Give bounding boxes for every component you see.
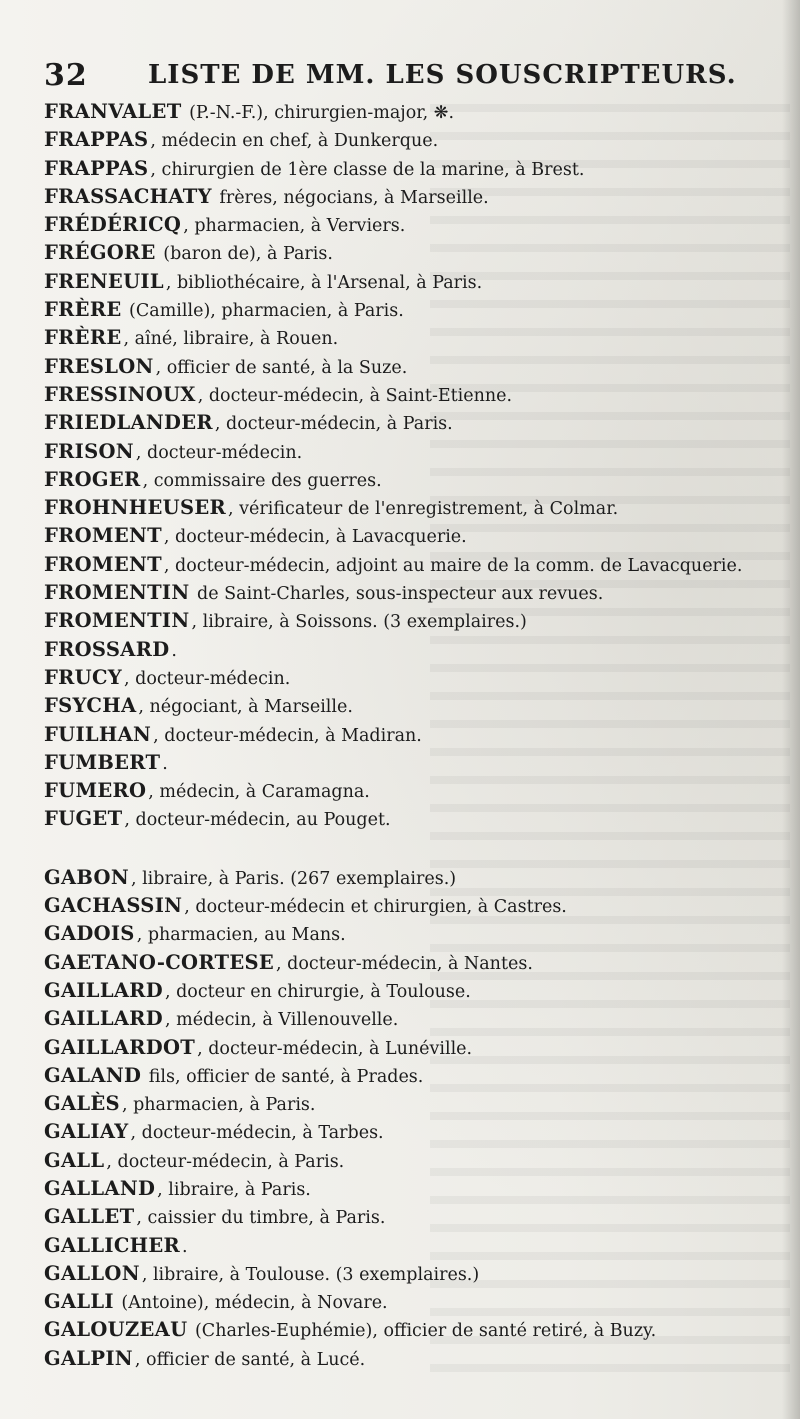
list-item — [44, 892, 774, 920]
list-item — [44, 466, 774, 494]
list-item — [44, 1090, 774, 1118]
subscriber-name: FUGET — [44, 807, 123, 831]
subscriber-detail: , médecin, à Villenouvelle. — [164, 1010, 399, 1031]
list-item — [44, 409, 774, 437]
subscriber-list — [44, 98, 774, 1373]
subscriber-name: GADOIS — [44, 922, 135, 946]
subscriber-detail: , docteur-médecin, à Paris. — [106, 1151, 345, 1172]
subscriber-detail: , docteur-médecin, à Madiran. — [153, 725, 422, 746]
subscriber-name: GAILLARD — [44, 1007, 163, 1031]
subscriber-detail: , vérificateur de l'enregistrement, à Colmar. — [228, 499, 619, 520]
subscriber-detail: , officier de santé, à Lucé. — [134, 1349, 366, 1370]
subscriber-name: GACHASSIN — [44, 894, 183, 918]
subscriber-detail: , commissaire des guerres. — [142, 470, 382, 491]
subscriber-detail: , docteur-médecin, à Lunéville. — [197, 1038, 473, 1059]
list-item — [44, 607, 774, 635]
subscriber-name: FROMENT — [44, 524, 162, 548]
subscriber-detail: , libraire, à Paris. — [157, 1179, 311, 1200]
list-item — [44, 522, 774, 550]
list-item — [44, 920, 774, 948]
list-item — [44, 749, 774, 777]
subscriber-detail: , médecin en chef, à Dunkerque. — [150, 131, 439, 152]
subscriber-detail: , docteur-médecin. — [124, 668, 291, 689]
subscriber-detail: , docteur-médecin et chirurgien, à Castres. — [184, 897, 567, 918]
subscriber-detail: (Camille), pharmacien, à Paris. — [123, 301, 404, 322]
list-item — [44, 721, 774, 749]
subscriber-name: GALLET — [44, 1205, 135, 1229]
subscriber-name: GALLICHER — [44, 1233, 181, 1257]
subscriber-name: FROMENTIN — [44, 581, 190, 605]
list-item — [44, 692, 774, 720]
subscriber-name: FRESSINOUX — [44, 382, 196, 406]
subscriber-detail: . — [162, 753, 168, 774]
page-header — [44, 58, 764, 98]
subscriber-name: FUMERO — [44, 779, 147, 803]
subscriber-detail: . — [171, 640, 177, 661]
subscriber-name: GAETANO-CORTESE — [44, 950, 275, 974]
subscriber-name: FRENEUIL — [44, 269, 164, 293]
subscriber-detail: , docteur en chirurgie, à Toulouse. — [164, 981, 471, 1002]
subscriber-detail: , docteur-médecin, à Saint-Etienne. — [197, 385, 513, 406]
subscriber-name: FUILHAN — [44, 722, 152, 746]
subscriber-detail: , officier de santé, à la Suze. — [155, 357, 408, 378]
subscriber-name: FRESLON — [44, 354, 154, 378]
subscriber-name: FRASSACHATY — [44, 184, 212, 208]
subscriber-detail: , négociant, à Marseille. — [138, 697, 353, 718]
subscriber-detail: , pharmacien, à Paris. — [121, 1095, 316, 1116]
subscriber-name: GALLI — [44, 1290, 114, 1314]
subscriber-name: GAILLARDOT — [44, 1035, 196, 1059]
section-gap — [44, 834, 774, 864]
subscriber-name: FROGER — [44, 467, 141, 491]
subscriber-detail: , docteur-médecin, à Paris. — [214, 414, 453, 435]
list-item — [44, 805, 774, 833]
subscriber-name: FUMBERT — [44, 750, 161, 774]
list-item — [44, 353, 774, 381]
subscriber-detail: , docteur-médecin, à Nantes. — [276, 953, 533, 974]
subscriber-detail: de Saint-Charles, sous-inspecteur aux revues. — [191, 584, 604, 605]
subscriber-detail: , libraire, à Toulouse. (3 exemplaires.) — [141, 1264, 480, 1285]
subscriber-name: FRANVALET — [44, 100, 182, 123]
list-item — [44, 296, 774, 324]
list-item — [44, 636, 774, 664]
list-item — [44, 438, 774, 466]
list-item — [44, 268, 774, 296]
page-edge-shadow — [782, 0, 800, 1419]
list-item — [44, 977, 774, 1005]
subscriber-detail: frères, négocians, à Marseille. — [213, 187, 489, 208]
subscriber-detail: , médecin, à Caramagna. — [148, 782, 370, 803]
list-item — [44, 494, 774, 522]
list-item — [44, 381, 774, 409]
subscriber-detail: , chirurgien de 1ère classe de la marine, à Brest. — [150, 159, 585, 180]
list-item — [44, 1034, 774, 1062]
list-item — [44, 239, 774, 267]
subscriber-name: GABON — [44, 865, 129, 889]
list-item — [44, 324, 774, 352]
subscriber-detail: fils, officier de santé, à Prades. — [143, 1066, 424, 1087]
subscriber-name: FROMENTIN — [44, 609, 190, 633]
subscriber-detail: , pharmacien, au Mans. — [136, 925, 346, 946]
list-item — [44, 98, 774, 126]
subscriber-name: FROSSARD — [44, 637, 170, 661]
subscriber-detail: . — [182, 1236, 188, 1257]
subscriber-detail: , docteur-médecin, à Tarbes. — [130, 1123, 384, 1144]
subscriber-name: GALOUZEAU — [44, 1318, 188, 1342]
running-title: LISTE DE MM. LES SOUSCRIPTEURS. — [148, 60, 737, 90]
list-item — [44, 1316, 774, 1344]
subscriber-name: FRUCY — [44, 665, 122, 689]
list-item — [44, 1232, 774, 1260]
subscriber-name: FRAPPAS — [44, 156, 149, 180]
subscriber-detail: , pharmacien, à Verviers. — [183, 216, 406, 237]
subscriber-name: FRÉGORE — [44, 241, 156, 265]
subscriber-name: FROMENT — [44, 552, 162, 576]
list-item — [44, 126, 774, 154]
subscriber-name: GALLAND — [44, 1176, 156, 1200]
subscriber-name: FRIEDLANDER — [44, 411, 213, 435]
subscriber-name: FRAPPAS — [44, 128, 149, 152]
list-item — [44, 1005, 774, 1033]
list-item — [44, 1203, 774, 1231]
subscriber-detail: , libraire, à Soissons. (3 exemplaires.) — [191, 612, 527, 633]
subscriber-detail: (P.-N.-F.), chirurgien-major, ❋. — [183, 103, 455, 123]
subscriber-name: FRÈRE — [44, 326, 122, 350]
list-item — [44, 1062, 774, 1090]
subscriber-detail: , aîné, libraire, à Rouen. — [123, 329, 339, 350]
subscriber-name: GALLON — [44, 1261, 140, 1285]
list-item — [44, 949, 774, 977]
subscriber-name: FROHNHEUSER — [44, 496, 227, 520]
list-item — [44, 155, 774, 183]
list-item — [44, 1118, 774, 1146]
list-item — [44, 864, 774, 892]
list-item — [44, 579, 774, 607]
list-item — [44, 1147, 774, 1175]
subscriber-name: FRISON — [44, 439, 134, 463]
subscriber-detail: (Antoine), médecin, à Novare. — [115, 1293, 388, 1314]
list-item — [44, 183, 774, 211]
page-number: 32 — [44, 58, 88, 93]
list-item — [44, 1345, 774, 1373]
subscriber-detail: , caissier du timbre, à Paris. — [136, 1208, 386, 1229]
list-item — [44, 551, 774, 579]
subscriber-detail: , docteur-médecin, au Pouget. — [124, 810, 391, 831]
subscriber-name: GALPIN — [44, 1346, 133, 1370]
subscriber-name: FRÈRE — [44, 298, 122, 322]
list-item — [44, 1175, 774, 1203]
subscriber-name: GALAND — [44, 1063, 142, 1087]
subscriber-name: FRÉDÉRICQ — [44, 213, 182, 237]
subscriber-detail: , docteur-médecin, à Lavacquerie. — [163, 527, 467, 548]
subscriber-detail: , docteur-médecin. — [135, 442, 303, 463]
subscriber-detail: , libraire, à Paris. (267 exemplaires.) — [130, 868, 457, 889]
subscriber-name: GAILLARD — [44, 978, 163, 1002]
subscriber-detail: (baron de), à Paris. — [157, 244, 333, 265]
list-item — [44, 1260, 774, 1288]
subscriber-name: GALÈS — [44, 1092, 120, 1116]
subscriber-detail: , docteur-médecin, adjoint au maire de la comm. de Lavacquerie. — [163, 555, 743, 576]
subscriber-name: GALL — [44, 1148, 105, 1172]
subscriber-detail: (Charles-Euphémie), officier de santé retiré, à Buzy. — [189, 1321, 657, 1342]
list-item — [44, 1288, 774, 1316]
subscriber-name: FSYCHA — [44, 694, 137, 718]
subscriber-detail: , bibliothécaire, à l'Arsenal, à Paris. — [165, 272, 483, 293]
subscriber-name: GALIAY — [44, 1120, 129, 1144]
list-item — [44, 777, 774, 805]
list-item — [44, 664, 774, 692]
list-item — [44, 211, 774, 239]
